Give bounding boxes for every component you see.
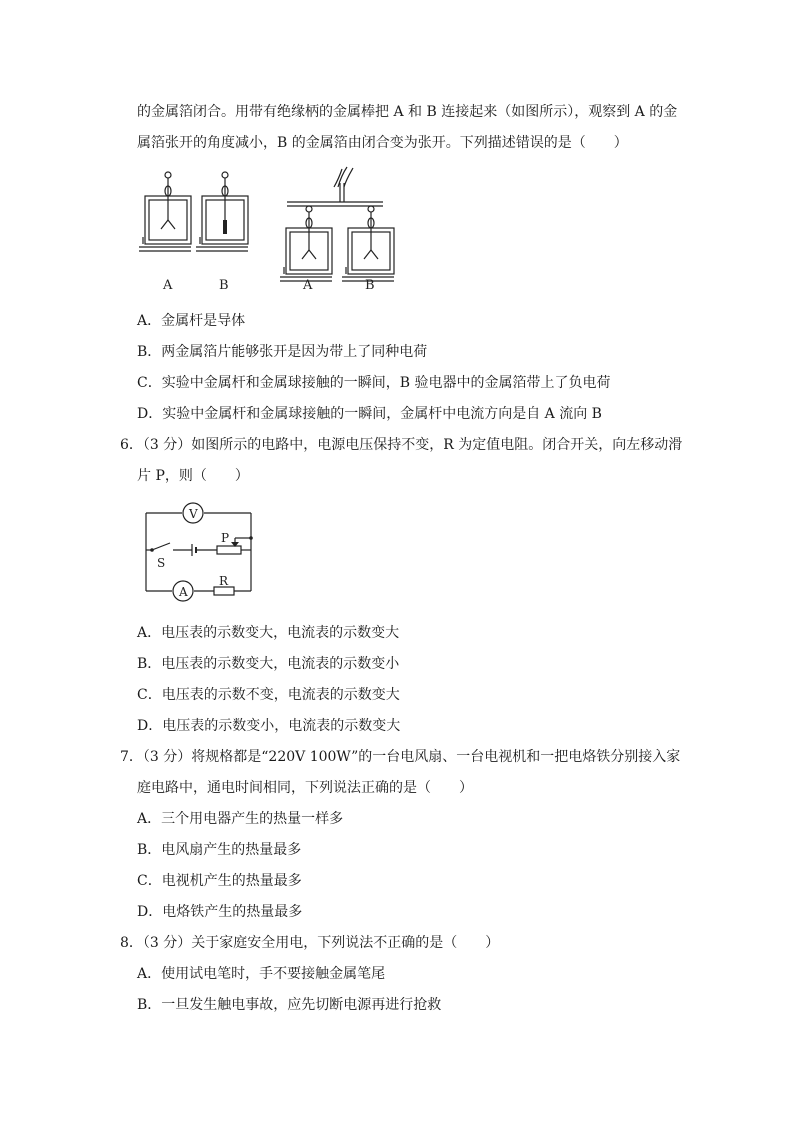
q7-option-c: C．电视机产生的热量最多 bbox=[137, 873, 302, 889]
label-b-right: B bbox=[365, 278, 375, 293]
q5-option-b: B．两金属箔片能够张开是因为带上了同种电荷 bbox=[137, 344, 428, 360]
electroscope-figure bbox=[135, 165, 405, 295]
label-a-right: A bbox=[303, 278, 313, 293]
q5-option-a: A．金属杆是导体 bbox=[137, 313, 246, 329]
q6-text-line-2: 片 P，则（ ） bbox=[137, 468, 249, 484]
q5-option-c: C．实验中金属杆和金属球接触的一瞬间，B 验电器中的金属箔带上了负电荷 bbox=[137, 375, 611, 391]
q8-option-a: A．使用试电笔时，手不要接触金属笔尾 bbox=[137, 966, 386, 982]
slider-label: P bbox=[221, 531, 230, 545]
q6-option-a: A．电压表的示数变大，电流表的示数变大 bbox=[137, 625, 400, 641]
q5-text-line-1: 的金属箔闭合。用带有绝缘柄的金属棒把 A 和 B 连接起来（如图所示），观察到 A 的金 bbox=[137, 104, 678, 120]
electroscope-diagram bbox=[135, 165, 405, 295]
voltmeter-label: V bbox=[189, 507, 198, 521]
circuit-diagram bbox=[140, 500, 260, 605]
q6-option-d: D．电压表的示数变小，电流表的示数变大 bbox=[137, 718, 401, 734]
q6-option-b: B．电压表的示数变大，电流表的示数变小 bbox=[137, 656, 400, 672]
q7-text-line-2: 庭电路中，通电时间相同，下列说法正确的是（ ） bbox=[137, 780, 473, 796]
q7-option-d: D．电烙铁产生的热量最多 bbox=[137, 904, 303, 920]
q5-option-d: D．实验中金属杆和金属球接触的一瞬间，金属杆中电流方向是自 A 流向 B bbox=[137, 406, 602, 422]
rheostat-icon bbox=[217, 546, 241, 554]
resistor-label: R bbox=[219, 574, 229, 588]
label-a-left: A bbox=[163, 278, 173, 293]
q5-text-line-2: 属箔张开的角度减小，B 的金属箔由闭合变为张开。下列描述错误的是（ ） bbox=[137, 135, 628, 151]
q8-text-line-1: 8．（3 分）关于家庭安全用电，下列说法不正确的是（ ） bbox=[120, 935, 500, 951]
resistor-icon bbox=[214, 587, 234, 595]
q7-text-line-1: 7．（3 分）将规格都是“220V 100W”的一台电风扇、一台电视机和一把电烙铁分别接入家 bbox=[120, 749, 681, 765]
q8-option-b: B．一旦发生触电事故，应先切断电源再进行抢救 bbox=[137, 997, 442, 1013]
switch-label: S bbox=[157, 556, 166, 570]
ammeter-label: A bbox=[179, 585, 188, 599]
q6-text-line-1: 6．（3 分）如图所示的电路中，电源电压保持不变，R 为定值电阻。闭合开关，向左移动滑 bbox=[120, 437, 683, 453]
q6-option-c: C．电压表的示数不变，电流表的示数变大 bbox=[137, 687, 400, 703]
q7-option-a: A．三个用电器产生的热量一样多 bbox=[137, 811, 344, 827]
closed-foil bbox=[223, 220, 227, 234]
q7-option-b: B．电风扇产生的热量最多 bbox=[137, 842, 302, 858]
label-b-left: B bbox=[219, 278, 229, 293]
circuit-figure bbox=[140, 500, 260, 605]
